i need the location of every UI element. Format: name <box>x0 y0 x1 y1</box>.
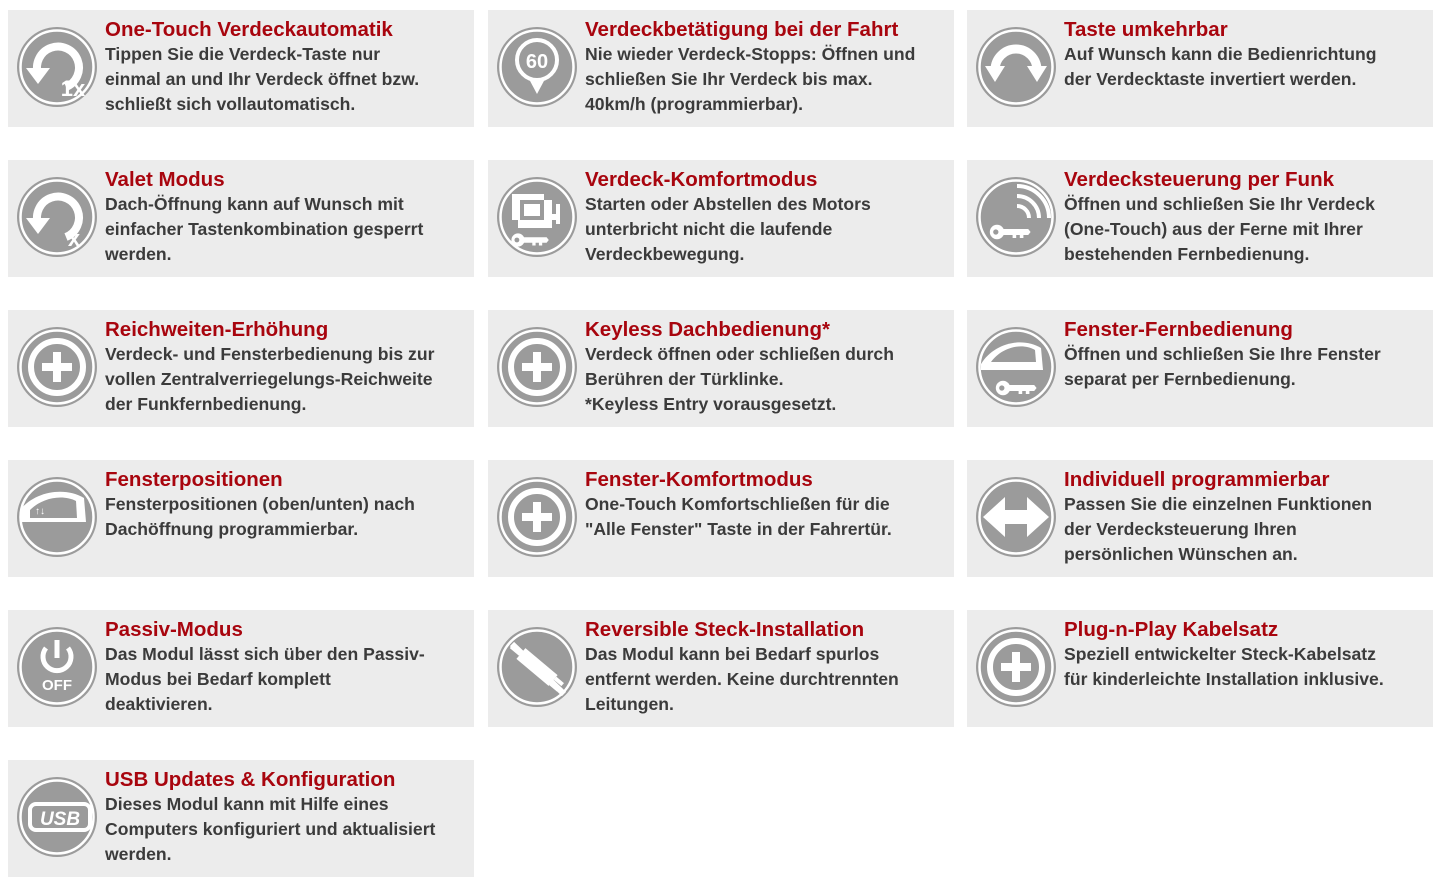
feature-description-line: entfernt werden. Keine durchtrennten <box>585 669 899 690</box>
rotate-1x-icon <box>14 24 100 110</box>
feature-description-line: Verdeckbewegung. <box>585 244 745 265</box>
feature-description-line: deaktivieren. <box>105 694 213 715</box>
feature-description-line: einmal an und Ihr Verdeck öffnet bzw. <box>105 69 420 90</box>
window-position-icon <box>14 474 100 560</box>
feature-title: USB Updates & Konfiguration <box>105 768 396 791</box>
plus-icon <box>494 474 580 560</box>
feature-description-line: Tippen Sie die Verdeck-Taste nur <box>105 44 381 64</box>
feature-card-reichweite <box>8 310 474 427</box>
plus-icon <box>494 324 580 410</box>
feature-description-line: (One-Touch) aus der Ferne mit Ihrer <box>1064 219 1363 240</box>
feature-description-line: Auf Wunsch kann die Bedienrichtung <box>1064 44 1377 64</box>
engine-key-icon <box>494 174 580 260</box>
feature-description-line: Das Modul lässt sich über den Passiv- <box>105 644 425 664</box>
feature-card-komfort <box>488 160 954 277</box>
feature-description-line: Dach-Öffnung kann auf Wunsch mit <box>105 194 404 214</box>
plus-icon <box>14 324 100 410</box>
feature-description-line: schließen Sie Ihr Verdeck bis max. <box>585 69 873 90</box>
feature-description <box>585 42 950 118</box>
feature-description-line: Modus bei Bedarf komplett <box>105 669 331 690</box>
feature-card-fahrt <box>488 10 954 127</box>
feature-description <box>1064 192 1429 268</box>
feature-title: Verdeckbetätigung bei der Fahrt <box>585 18 899 41</box>
icon-label: USB <box>39 809 81 830</box>
feature-description-line: werden. <box>105 244 172 265</box>
icon-label: 1x <box>60 76 86 101</box>
feature-description-line: Dachöffnung programmierbar. <box>105 519 359 540</box>
feature-description-line: Verdeck öffnen oder schließen durch <box>585 344 894 364</box>
icon-label: ↑↓ <box>35 506 45 517</box>
feature-card-usb <box>8 760 474 877</box>
feature-description-line: Das Modul kann bei Bedarf spurlos <box>585 644 880 664</box>
feature-title: Keyless Dachbedienung* <box>585 318 830 341</box>
feature-title: Valet Modus <box>105 168 225 191</box>
feature-description <box>105 642 470 718</box>
feature-description-line: werden. <box>105 844 172 865</box>
feature-description <box>105 492 470 542</box>
feature-description-line: Starten oder Abstellen des Motors <box>585 194 871 214</box>
speed-60-icon <box>494 24 580 110</box>
rotate-x-icon <box>14 174 100 260</box>
feature-description <box>585 492 950 542</box>
feature-description-line: vollen Zentralverriegelungs-Reichweite <box>105 369 433 390</box>
feature-title: Passiv-Modus <box>105 618 243 641</box>
feature-description-line: Verdeck- und Fensterbedienung bis zur <box>105 344 435 364</box>
feature-title: Fensterpositionen <box>105 468 283 491</box>
feature-description-line: Nie wieder Verdeck-Stopps: Öffnen und <box>585 44 916 64</box>
feature-title: Fenster-Fernbedienung <box>1064 318 1293 341</box>
feature-description <box>105 192 470 268</box>
feature-description-line: Öffnen und schließen Sie Ihre Fenster <box>1064 344 1381 364</box>
plus-icon <box>973 624 1059 710</box>
feature-description-line: der Funkfernbedienung. <box>105 394 307 415</box>
feature-description-line: Berühren der Türklinke. <box>585 369 784 390</box>
icon-label: OFF <box>42 677 72 694</box>
feature-title: One-Touch Verdeckautomatik <box>105 18 393 41</box>
feature-card-fenster-fern <box>967 310 1433 427</box>
power-off-icon <box>14 624 100 710</box>
feature-card-valet <box>8 160 474 277</box>
feature-card-fenster-komfort <box>488 460 954 577</box>
remote-key-icon <box>973 174 1059 260</box>
feature-description-line: unterbricht nicht die laufende <box>585 219 833 240</box>
feature-description-line: der Verdecksteuerung Ihren <box>1064 519 1297 540</box>
plug-icon <box>494 624 580 710</box>
feature-description <box>105 42 470 118</box>
feature-description-line: Computers konfiguriert und aktualisiert <box>105 819 436 840</box>
feature-card-keyless <box>488 310 954 427</box>
feature-description <box>105 792 470 868</box>
feature-card-fensterpos <box>8 460 474 577</box>
feature-description-line: 40km/h (programmierbar). <box>585 94 804 115</box>
feature-card-one-touch <box>8 10 474 127</box>
feature-title: Reversible Steck-Installation <box>585 618 865 641</box>
feature-description-line: One-Touch Komfortschließen für die <box>585 494 890 514</box>
feature-description-line: Passen Sie die einzelnen Funktionen <box>1064 494 1372 514</box>
icon-label: 60 <box>525 51 549 73</box>
feature-description-line: separat per Fernbedienung. <box>1064 369 1296 390</box>
feature-title: Verdeck-Komfortmodus <box>585 168 818 191</box>
feature-description-line: schließt sich vollautomatisch. <box>105 94 356 115</box>
feature-description <box>1064 42 1429 92</box>
feature-card-individuell <box>967 460 1433 577</box>
feature-description <box>1064 342 1429 392</box>
feature-card-kabelsatz <box>967 610 1433 727</box>
feature-description <box>1064 492 1429 568</box>
icon-label: x <box>67 226 81 251</box>
feature-description-line: persönlichen Wünschen an. <box>1064 544 1298 565</box>
feature-card-taste <box>967 10 1433 127</box>
feature-description-line: *Keyless Entry vorausgesetzt. <box>585 394 837 415</box>
feature-card-funk <box>967 160 1433 277</box>
feature-title: Individuell programmierbar <box>1064 468 1330 491</box>
feature-description-line: bestehenden Fernbedienung. <box>1064 244 1310 265</box>
reverse-arrow-icon <box>973 24 1059 110</box>
feature-description-line: Speziell entwickelter Steck-Kabelsatz <box>1064 644 1376 664</box>
feature-description <box>1064 642 1429 692</box>
feature-description <box>585 342 950 418</box>
feature-description-line: für kinderleichte Installation inklusive. <box>1064 669 1384 690</box>
feature-description-line: Öffnen und schließen Sie Ihr Verdeck <box>1064 194 1375 214</box>
feature-title: Fenster-Komfortmodus <box>585 468 813 491</box>
feature-description-line: Dieses Modul kann mit Hilfe eines <box>105 794 389 814</box>
feature-title: Verdecksteuerung per Funk <box>1064 168 1335 191</box>
feature-description-line: Leitungen. <box>585 694 674 715</box>
left-right-arrows-icon <box>973 474 1059 560</box>
feature-title: Taste umkehrbar <box>1064 18 1228 41</box>
window-key-icon <box>973 324 1059 410</box>
feature-card-passiv <box>8 610 474 727</box>
feature-card-steck <box>488 610 954 727</box>
feature-description <box>585 642 950 718</box>
usb-icon <box>14 774 100 860</box>
feature-description <box>585 192 950 268</box>
feature-description-line: der Verdecktaste invertiert werden. <box>1064 69 1357 90</box>
feature-title: Plug-n-Play Kabelsatz <box>1064 618 1279 641</box>
feature-description-line: "Alle Fenster" Taste in der Fahrertür. <box>585 519 892 540</box>
feature-description-line: einfacher Tastenkombination gesperrt <box>105 219 424 240</box>
feature-description <box>105 342 470 418</box>
feature-title: Reichweiten-Erhöhung <box>105 318 329 341</box>
feature-description-line: Fensterpositionen (oben/unten) nach <box>105 494 415 514</box>
